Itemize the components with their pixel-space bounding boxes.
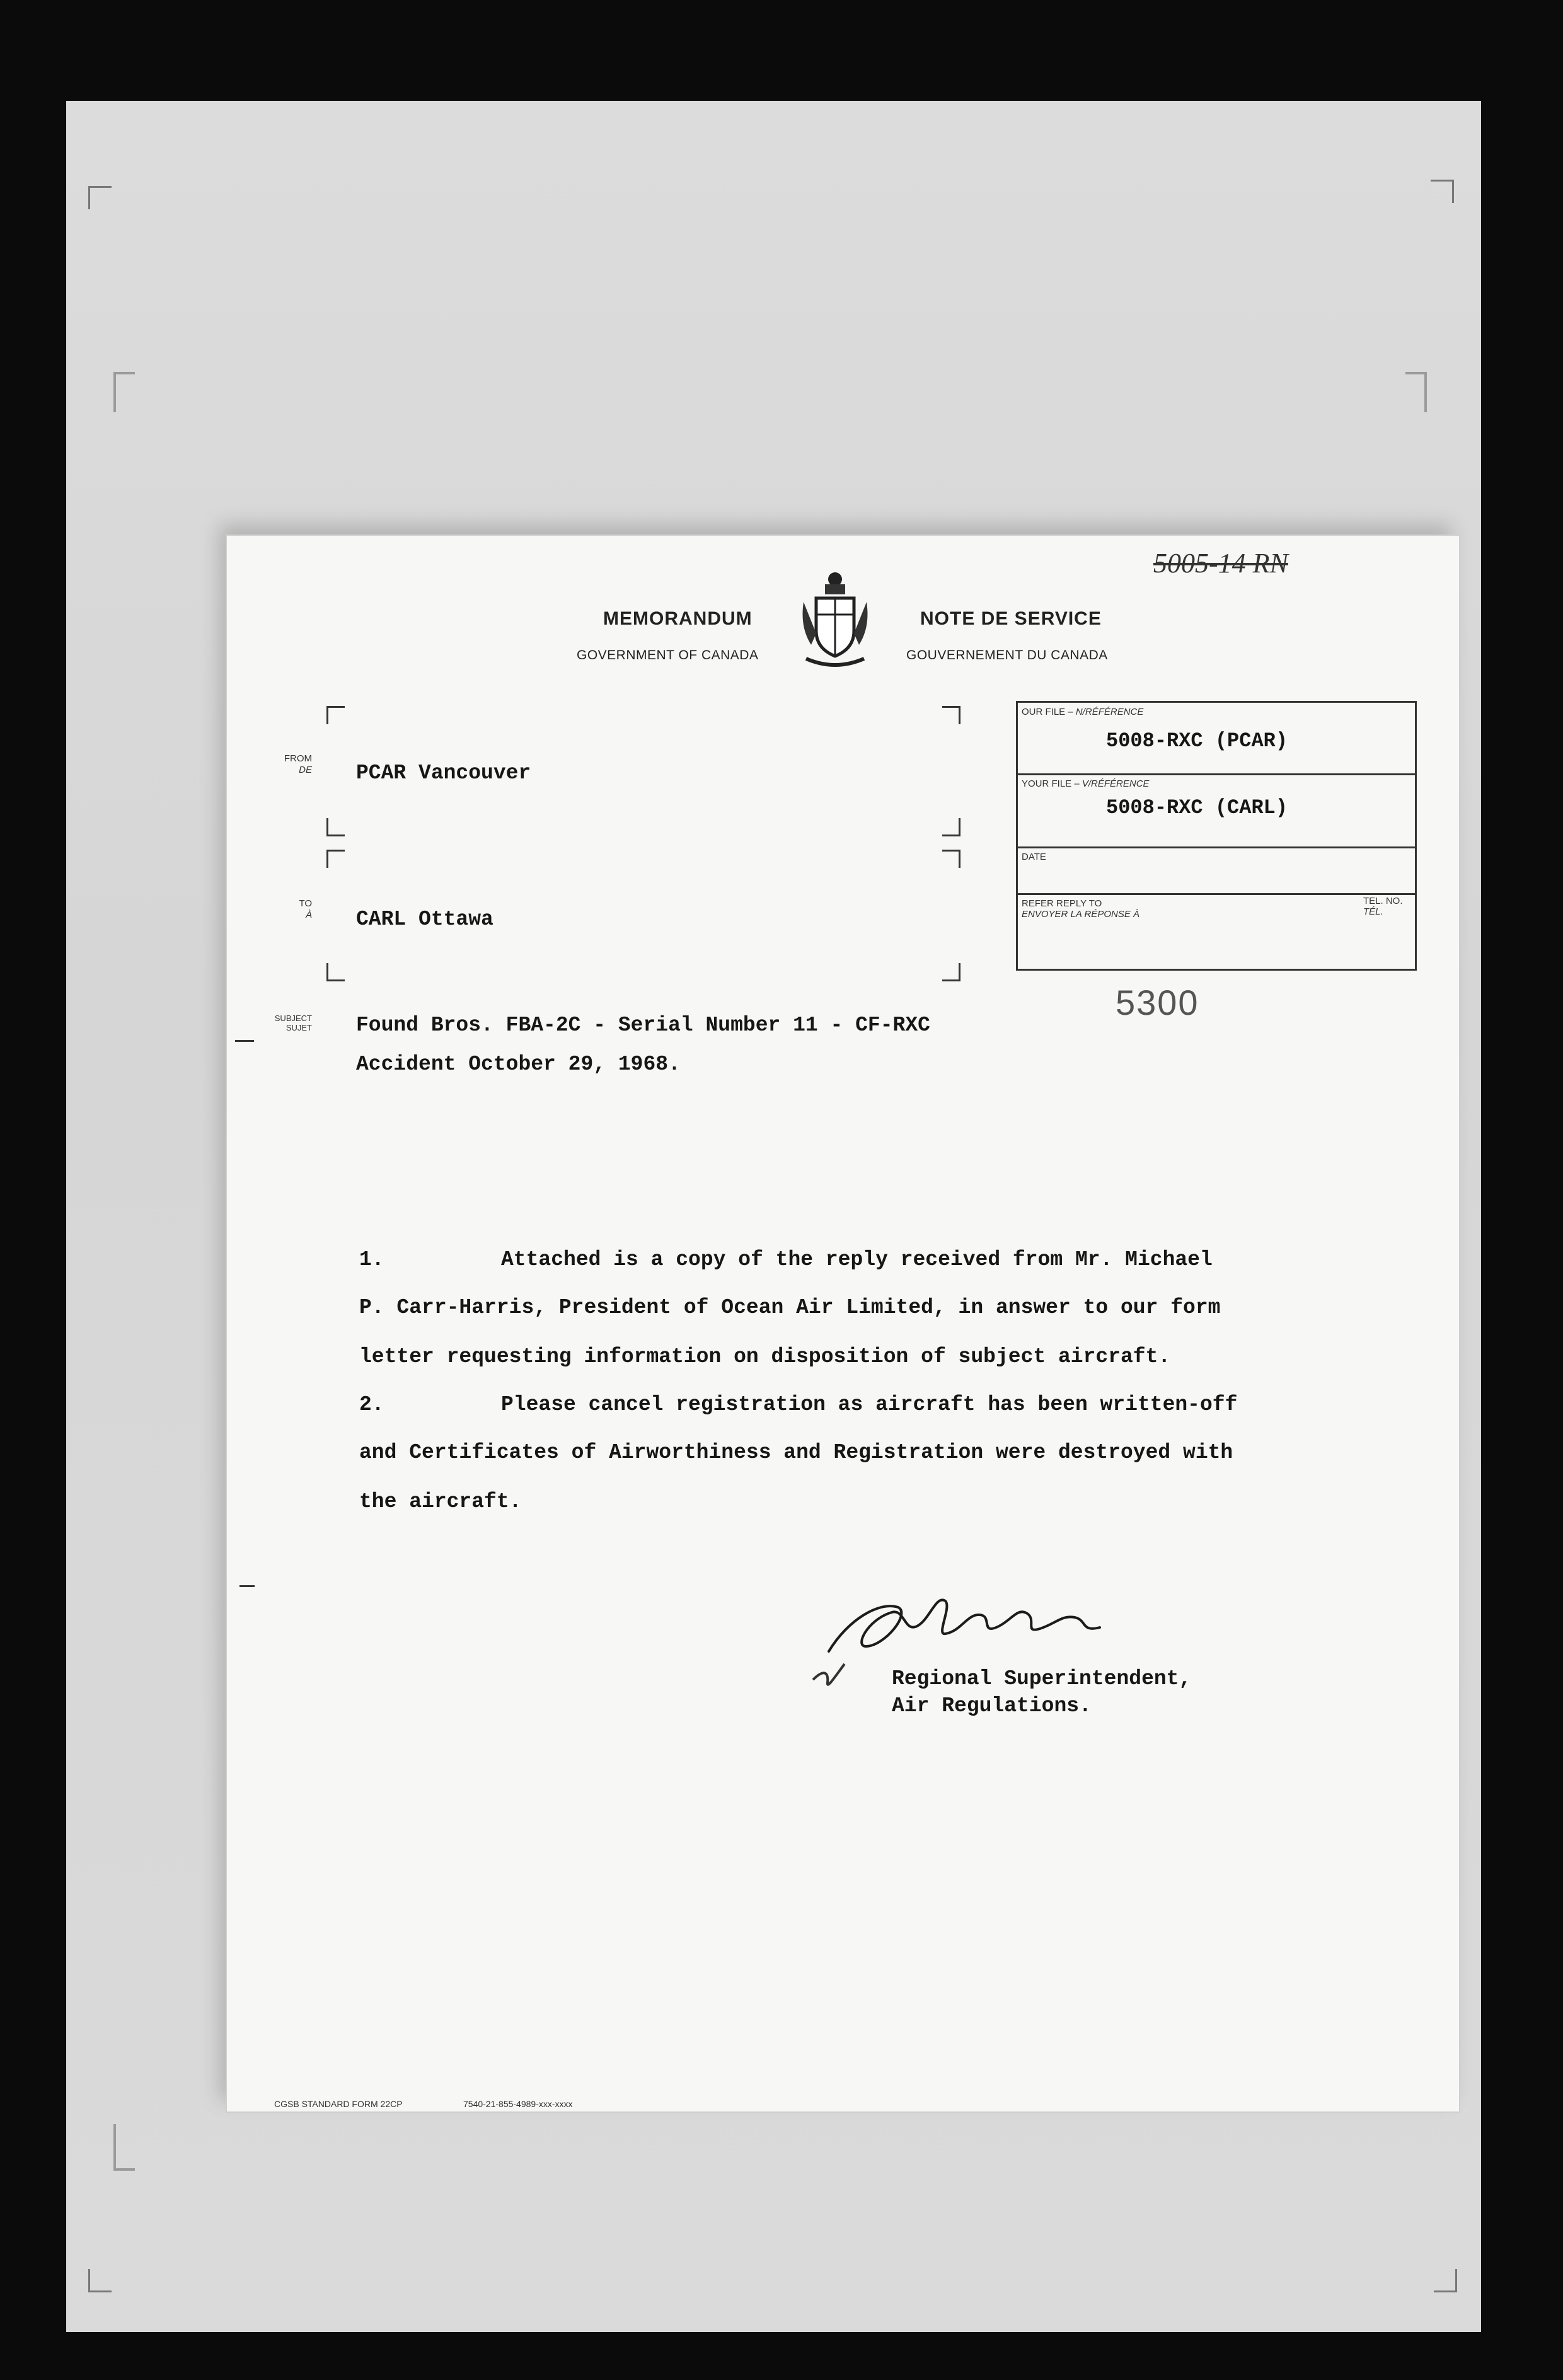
signature-title-line-2: Air Regulations.: [892, 1694, 1092, 1718]
para-1-line-3: letter requesting information on disposition of subject aircraft.: [359, 1345, 1171, 1368]
from-bracket-tl: [326, 706, 345, 724]
subject-label-fr: SUJET: [285, 1023, 312, 1032]
para-1-line-2: P. Carr-Harris, President of Ocean Air Limited, in answer to our form: [359, 1296, 1221, 1319]
margin-tick-2: [239, 1585, 255, 1587]
to-label-fr: À: [305, 910, 312, 920]
form-name: CGSB STANDARD FORM 22CP: [274, 2099, 403, 2109]
subject-line-2: Accident October 29, 1968.: [356, 1053, 681, 1076]
handwritten-file-number: 5005-14 RN: [1153, 548, 1288, 579]
refer-reply-label-fr: ENVOYER LA RÉPONSE À: [1022, 909, 1140, 920]
our-file-label-fr: N/RÉFÉRENCE: [1075, 707, 1144, 717]
coat-of-arms-icon: [797, 570, 873, 671]
crop-mark-bottom-left-outer: [88, 2269, 112, 2292]
tel-label-fr: TÉL.: [1363, 906, 1383, 917]
to-value: CARL Ottawa: [356, 908, 493, 931]
from-bracket-br: [942, 818, 960, 836]
government-of-canada: GOVERNMENT OF CANADA: [577, 648, 759, 662]
to-bracket-tr: [942, 850, 960, 868]
stamp-number: 5300: [1116, 983, 1199, 1022]
your-file-label: [1022, 778, 1150, 789]
margin-tick-1: [235, 1040, 254, 1042]
from-label-fr: DE: [299, 765, 312, 775]
subject-line-1: Found Bros. FBA-2C - Serial Number 11 - CF-RXC: [356, 1014, 930, 1037]
signature-title-line-1: Regional Superintendent,: [892, 1667, 1192, 1690]
crop-mark-mid-left: [113, 372, 135, 412]
from-label-en: FROM: [284, 753, 312, 764]
to-bracket-br: [942, 963, 960, 981]
subject-label-en: SUBJECT: [274, 1014, 312, 1023]
from-bracket-tr: [942, 706, 960, 724]
our-file-label: [1022, 707, 1143, 717]
ref-divider-2: [1018, 846, 1415, 848]
reference-box: [1016, 701, 1417, 971]
subject-label: [262, 1014, 312, 1032]
date-label: DATE: [1022, 852, 1046, 862]
memo-sheet: [227, 536, 1459, 2111]
to-bracket-tl: [326, 850, 345, 868]
tel-label-en: TEL. NO.: [1363, 896, 1403, 906]
from-bracket-bl: [326, 818, 345, 836]
para-2-line-2: and Certificates of Airworthiness and Registration were destroyed with: [359, 1441, 1233, 1464]
your-file-label-fr: V/RÉFÉRENCE: [1081, 778, 1150, 789]
our-file-value: 5008-RXC (PCAR): [1106, 729, 1288, 753]
ref-divider-1: [1018, 773, 1415, 775]
para-1-line-1: Attached is a copy of the reply received from Mr. Michael: [501, 1248, 1213, 1271]
to-label-en: TO: [299, 898, 312, 909]
crop-mark-bottom-right-outer: [1434, 2269, 1457, 2292]
para-2-line-3: the aircraft.: [359, 1490, 522, 1513]
from-label: [262, 753, 312, 776]
gouvernement-du-canada: GOUVERNEMENT DU CANADA: [906, 648, 1108, 662]
your-file-label-en: YOUR FILE –: [1022, 778, 1082, 789]
crop-mark-bottom-left: [113, 2124, 135, 2171]
ref-divider-3: [1018, 893, 1415, 895]
from-value: PCAR Vancouver: [356, 761, 531, 785]
to-label: [262, 898, 312, 921]
crop-mark-top-right: [1431, 180, 1454, 203]
refer-reply-label: [1022, 898, 1139, 920]
to-bracket-bl: [326, 963, 345, 981]
crop-mark-top-left: [88, 186, 112, 209]
refer-reply-label-en: REFER REPLY TO: [1022, 898, 1102, 909]
note-de-service-title: NOTE DE SERVICE: [920, 608, 1102, 629]
tel-label: [1363, 896, 1403, 917]
our-file-label-en: OUR FILE –: [1022, 707, 1076, 717]
memorandum-title: MEMORANDUM: [603, 608, 753, 629]
para-2-line-1: Please cancel registration as aircraft has been written-off: [501, 1393, 1238, 1416]
form-number: 7540-21-855-4989-xxx-xxxx: [463, 2099, 573, 2109]
para-2-number: 2.: [359, 1393, 384, 1416]
para-1-number: 1.: [359, 1248, 384, 1271]
crop-mark-mid-right: [1405, 372, 1427, 412]
your-file-value: 5008-RXC (CARL): [1106, 796, 1288, 819]
